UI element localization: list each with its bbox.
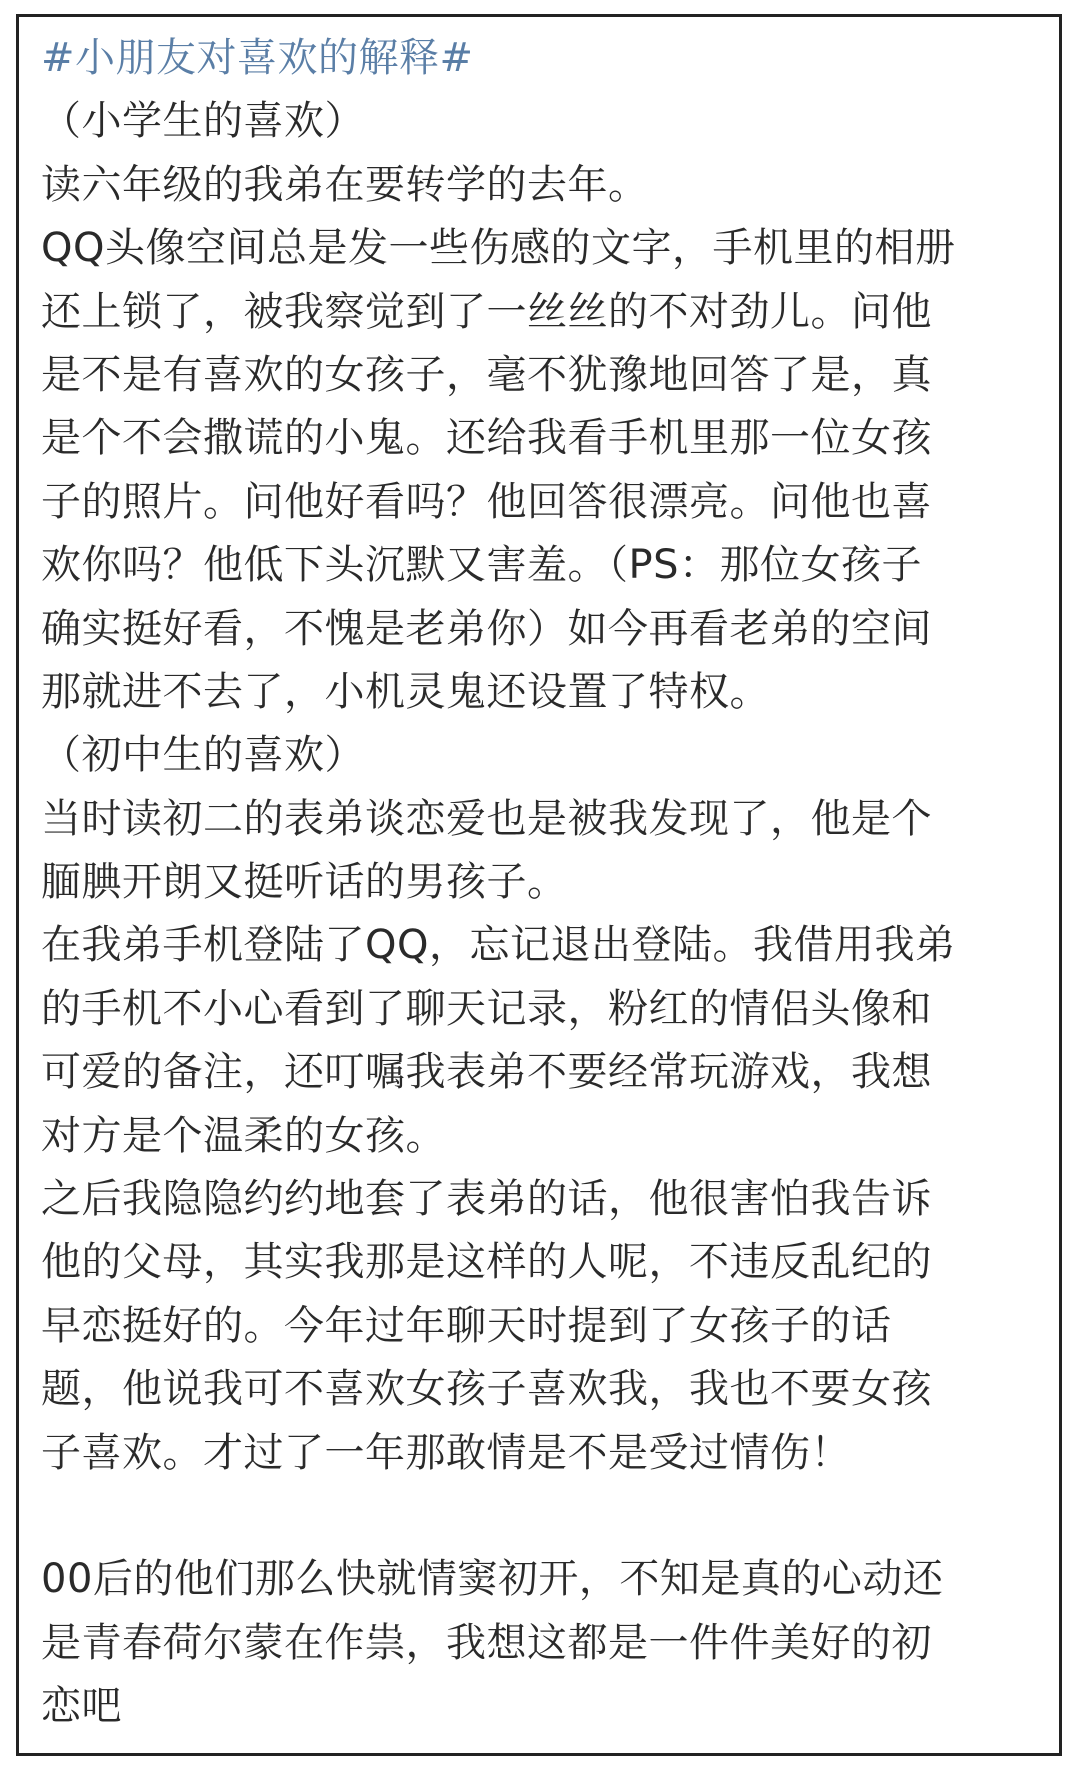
- text-line: 之后我隐隐约约地套了表弟的话，他很害怕我告诉: [41, 1176, 932, 1223]
- text-line: 00后的他们那么快就情窦初开，不知是真的心动还: [41, 1556, 944, 1603]
- text-line: 在我弟手机登陆了QQ，忘记退出登陆。我借用我弟: [41, 922, 956, 969]
- text-line: 那就进不去了，小机灵鬼还设置了特权。: [41, 668, 770, 715]
- text-line: 对方是个温柔的女孩。: [41, 1112, 446, 1159]
- text-line: 还上锁了，被我察觉到了一丝丝的不对劲儿。问他: [41, 288, 932, 335]
- text-line: （初中生的喜欢）: [41, 732, 365, 779]
- text-line: 是不是有喜欢的女孩子，毫不犹豫地回答了是，真: [41, 351, 932, 398]
- text-line: 确实挺好看，不愧是老弟你）如今再看老弟的空间: [41, 605, 932, 652]
- text-line: 题，他说我可不喜欢女孩子喜欢我，我也不要女孩: [41, 1366, 932, 1413]
- text-line: 腼腆开朗又挺听话的男孩子。: [41, 859, 568, 906]
- text-line: QQ头像空间总是发一些伤感的文字，手机里的相册: [41, 225, 956, 272]
- text-line: （小学生的喜欢）: [41, 98, 365, 145]
- hashtag-link[interactable]: #小朋友对喜欢的解释#: [41, 35, 474, 81]
- text-line: 是个不会撒谎的小鬼。还给我看手机里那一位女孩: [41, 415, 932, 462]
- text-line: 他的父母，其实我那是这样的人呢，不违反乱纪的: [41, 1239, 932, 1286]
- post-body: [41, 27, 1043, 1739]
- text-line: 的手机不小心看到了聊天记录，粉红的情侣头像和: [41, 985, 932, 1032]
- post-frame: [16, 14, 1062, 1756]
- text-line: 子的照片。问他好看吗？他回答很漂亮。问他也喜: [41, 478, 932, 525]
- text-line: 是青春荷尔蒙在作祟，我想这都是一件件美好的初: [41, 1619, 932, 1666]
- text-line: 可爱的备注，还叮嘱我表弟不要经常玩游戏，我想: [41, 1049, 932, 1096]
- text-line: 读六年级的我弟在要转学的去年。: [41, 161, 649, 208]
- blank-line: [41, 1485, 1043, 1548]
- text-line: 欢你吗？他低下头沉默又害羞。（PS：那位女孩子: [41, 542, 923, 589]
- text-line: 早恋挺好的。今年过年聊天时提到了女孩子的话: [41, 1302, 892, 1349]
- text-line: 子喜欢。才过了一年那敢情是不是受过情伤！: [41, 1429, 851, 1476]
- text-line: 恋吧: [41, 1683, 122, 1730]
- text-line: 当时读初二的表弟谈恋爱也是被我发现了，他是个: [41, 795, 932, 842]
